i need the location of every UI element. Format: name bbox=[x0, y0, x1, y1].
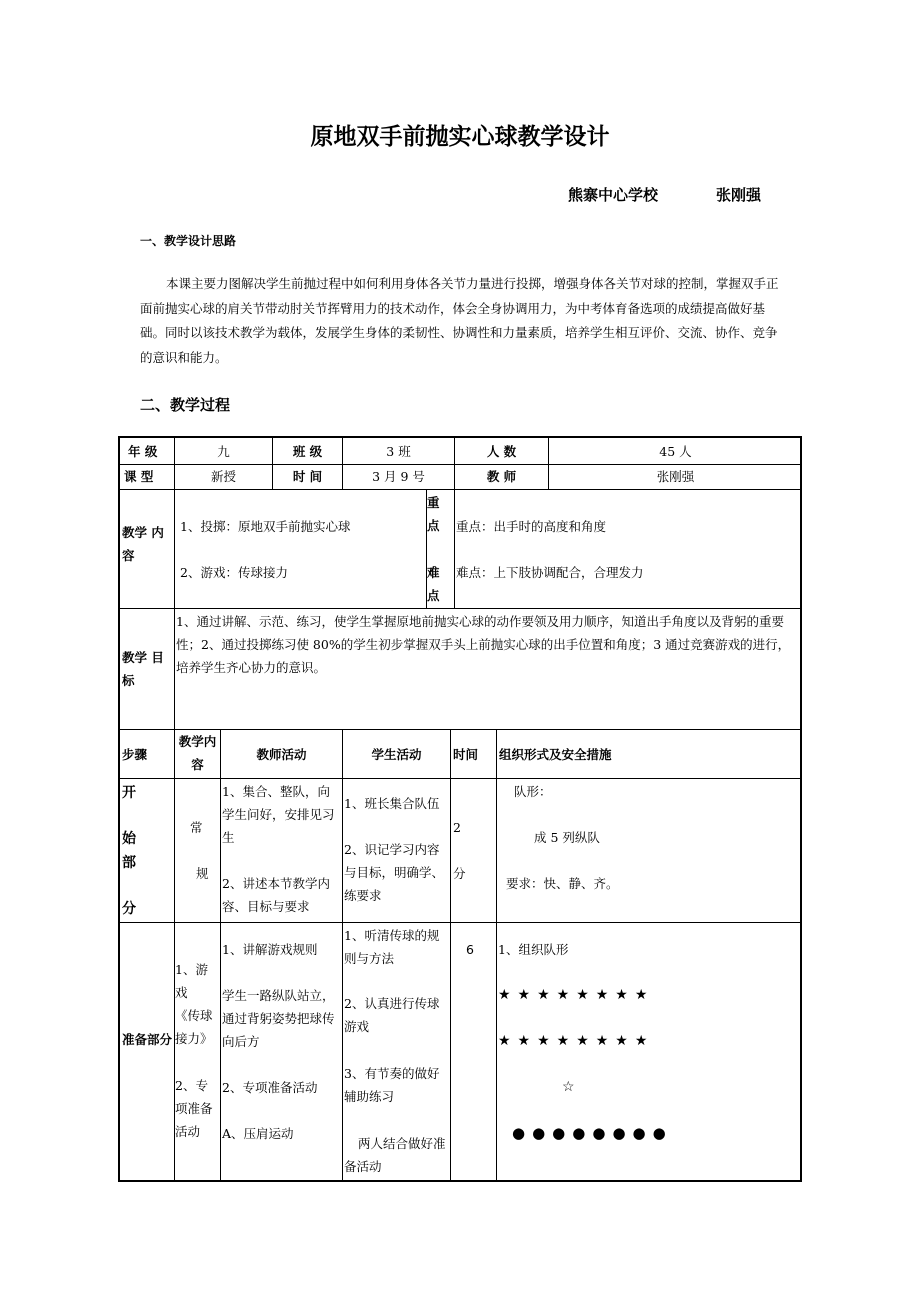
start-content-1: 常 bbox=[190, 820, 203, 835]
content-label: 教学 内容 bbox=[122, 525, 164, 563]
header-teacher: 教师活动 bbox=[256, 747, 307, 762]
prep-student-1: 1、听清传球的规则与方法 bbox=[344, 928, 440, 966]
author-name: 张刚强 bbox=[716, 186, 762, 204]
prep-student-3: 3、有节奏的做好辅助练习 bbox=[344, 1066, 440, 1104]
start-step-4: 分 bbox=[122, 901, 136, 917]
formation-row-1: ★★★★★★★★ bbox=[498, 987, 655, 1003]
start-org-2: 成 5 列纵队 bbox=[534, 830, 600, 845]
start-student-2: 2、识记学习内容与目标，明确学、练要求 bbox=[344, 842, 445, 903]
key-point-label: 重点 bbox=[427, 495, 440, 533]
time-label: 时 间 bbox=[292, 469, 323, 484]
start-step-3: 部 bbox=[122, 855, 136, 871]
prep-student-4: 两人结合做好准备活动 bbox=[344, 1136, 446, 1174]
start-teacher-1: 1、集合、整队，向学生问好，安排见习生 bbox=[222, 784, 335, 845]
prep-org-title: 1、组织队形 bbox=[498, 942, 569, 957]
class-label: 班 级 bbox=[292, 444, 323, 459]
grade-label: 年 级 bbox=[128, 444, 158, 459]
prep-content-2: 《传球接力》 bbox=[175, 1008, 213, 1046]
prep-step: 准备部分 bbox=[122, 1032, 172, 1047]
count-value: 45 人 bbox=[659, 444, 692, 459]
difficulty-label: 难点 bbox=[427, 565, 440, 603]
section-heading-1: 一、教学设计思路 bbox=[140, 234, 237, 248]
start-teacher-2: 2、讲述本节教学内容、目标与要求 bbox=[222, 876, 330, 914]
teacher-label: 教 师 bbox=[486, 469, 517, 484]
content-item-1: 1、投掷：原地双手前抛实心球 bbox=[180, 519, 351, 534]
start-step-1: 开 bbox=[122, 785, 136, 801]
header-organization: 组织形式及安全措施 bbox=[499, 747, 612, 762]
key-point-text: 重点：出手时的高度和角度 bbox=[456, 519, 607, 534]
lesson-plan-table bbox=[118, 436, 802, 1182]
formation-row-2: ★★★★★★★★ bbox=[498, 1033, 655, 1049]
content-item-2: 2、游戏：传球接力 bbox=[180, 565, 288, 580]
formation-dots-row: ●●●●●●●● bbox=[512, 1124, 673, 1142]
start-org-1: 队形： bbox=[514, 784, 552, 799]
goal-label: 教学 目标 bbox=[122, 650, 164, 688]
prep-content-1: 1、游戏 bbox=[175, 962, 208, 1000]
author-school: 熊寨中心学校 bbox=[568, 186, 659, 204]
type-value: 新授 bbox=[210, 469, 236, 484]
prep-student-2: 2、认真进行传球游戏 bbox=[344, 996, 440, 1034]
start-content-2: 规 bbox=[196, 866, 209, 881]
section-heading-2: 二、教学过程 bbox=[140, 396, 231, 414]
class-value: 3 班 bbox=[386, 444, 411, 459]
prep-time: 6 bbox=[466, 942, 474, 957]
prep-teacher-2: 学生一路纵队站立，通过背躬姿势把球传向后方 bbox=[222, 988, 335, 1049]
prep-content-3: 2、专项准备活动 bbox=[175, 1078, 213, 1139]
difficulty-text: 难点：上下肢协调配合，合理发力 bbox=[456, 565, 644, 580]
start-student-1: 1、班长集合队伍 bbox=[344, 796, 440, 811]
goal-text: 1、通过讲解、示范、练习，使学生掌握原地前抛实心球的动作要领及用力顺序，知道出手角度以及背躬的重要性；2、通过投掷练习使 80%的学生初步掌握双手头上前抛实心球的出手位置和角度；3 通过竞赛游戏的进行，培养学生齐心协力的意识。 bbox=[176, 614, 791, 675]
start-org-3: 要求：快、静、齐。 bbox=[506, 876, 619, 891]
header-content: 教学内容 bbox=[178, 734, 217, 772]
count-label: 人 数 bbox=[486, 444, 517, 459]
section-1-paragraph: 本课主要力图解决学生前抛过程中如何利用身体各关节力量进行投掷，增强身体各关节对球的控制，掌握双手正面前抛实心球的肩关节带动肘关节挥臂用力的技术动作，体会全身协调用力，为中考体育备选项的成绩提高做好基础。同时以该技术教学为载体，发展学生身体的柔韧性、协调性和力量素质，培养学生相互评价、交流、协作、竞争的意识和能力。 bbox=[140, 276, 779, 365]
grade-value: 九 bbox=[217, 444, 230, 459]
prep-teacher-4: A、压肩运动 bbox=[222, 1126, 294, 1141]
teacher-value: 张刚强 bbox=[656, 469, 695, 484]
start-time-1: 2 bbox=[453, 820, 461, 835]
time-value: 3 月 9 号 bbox=[372, 469, 425, 484]
prep-teacher-3: 2、专项准备活动 bbox=[222, 1080, 318, 1095]
header-student: 学生活动 bbox=[371, 747, 422, 762]
header-step: 步骤 bbox=[122, 747, 148, 762]
prep-teacher-1: 1、讲解游戏规则 bbox=[222, 942, 318, 957]
document-title: 原地双手前抛实心球教学设计 bbox=[310, 124, 610, 150]
type-label: 课 型 bbox=[124, 469, 154, 484]
start-time-2: 分 bbox=[453, 866, 466, 881]
start-step-2: 始 bbox=[122, 831, 136, 847]
header-time: 时间 bbox=[453, 747, 479, 762]
teacher-position-mark: ☆ bbox=[562, 1079, 575, 1095]
